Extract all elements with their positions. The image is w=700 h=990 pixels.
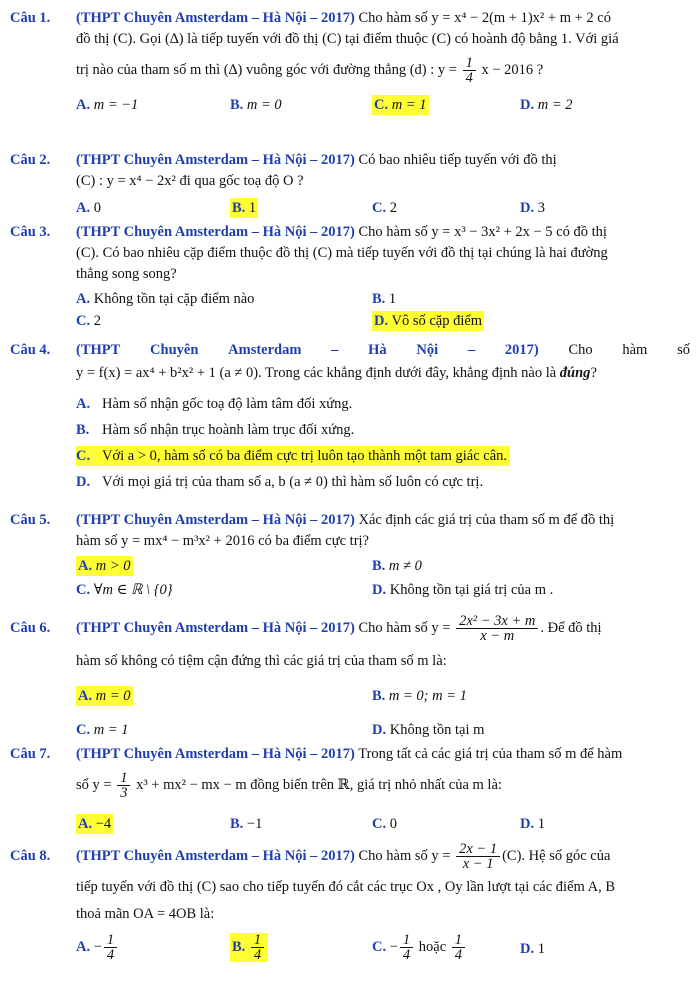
option-d-correct[interactable]: D. Vô số cặp điểm	[374, 313, 483, 329]
question-text: Cho hàm số y = x⁴ − 2(m + 1)x² + m + 2 có	[358, 10, 611, 26]
option-d[interactable]: D. Với mọi giá trị của tham số a, b (a ≠ 0) thì hàm số luôn có cực trị.	[76, 474, 484, 490]
option-c-correct[interactable]: C. m = 1	[374, 97, 427, 113]
question-text: y = f(x) = ax⁴ + b²x² + 1 (a ≠ 0). Trong các khẳng định dưới đây, khẳng định nào là	[76, 365, 557, 381]
question-source: (THPT Chuyên Amsterdam – Hà Nội – 2017)	[76, 224, 355, 240]
option-d[interactable]: D. Không tồn tại m	[372, 722, 485, 738]
question-source: (THPT Chuyên Amsterdam – Hà Nội – 2017)	[76, 746, 355, 762]
question-number: Câu 3.	[10, 224, 51, 240]
question-6: Câu 6. (THPT Chuyên Amsterdam – Hà Nội – 2017) Cho hàm số y = $\frac{\text{2x² − 3x + m}}{x - m}$ . Để đồ thị hàm số không có tiệm cận đứng thì các giá trị của tham số m là: A. m = 0 B. m = 0; m = 1 C. m = 1 D. Không tồn tại m	[10, 614, 690, 742]
emphasis-word: đúng	[559, 365, 591, 381]
question-number: Câu 6.	[10, 620, 51, 636]
question-number: Câu 4.	[10, 342, 51, 358]
question-text: Có bao nhiêu tiếp tuyến với đồ thị	[358, 152, 557, 168]
option-b[interactable]: B. m ≠ 0	[372, 558, 422, 574]
question-number: Câu 5.	[10, 512, 51, 528]
option-b[interactable]: B. Hàm số nhận trục hoành làm trục đối xứng.	[76, 422, 355, 438]
option-a[interactable]: A. m = −1	[76, 97, 139, 113]
question-3	[10, 222, 690, 333]
question-text: hàm số y = mx⁴ − m³x² + 2016 có ba điểm cực trị?	[76, 533, 369, 549]
question-text: tiếp tuyến với đồ thị (C) sao cho tiếp tuyến đó cắt các trục Ox , Oy lần lượt tại các điểm A, B	[76, 879, 616, 895]
option-a[interactable]: A. Không tồn tại cặp điểm nào	[76, 291, 255, 307]
question-number: Câu 8.	[10, 848, 51, 864]
option-b-correct[interactable]: B. $\frac{1}{4}$	[230, 933, 268, 962]
option-b[interactable]: B. m = 0; m = 1	[372, 688, 467, 704]
question-8: Câu 8. (THPT Chuyên Amsterdam – Hà Nội – 2017) Cho hàm số y = $\frac{2x - 1}{x - 1}$ (C). Hệ số góc của tiếp tuyến với đồ thị (C) sao cho tiếp tuyến đó cắt các trục Ox , Oy lần lượt tại các điểm A, B thoả mãn OA = 4OB là: A. − $\frac{1}{4}$ B. $\frac{1}{4}$ C. − $\frac{1}{4}$ hoặc $\frac{1}{4}$ D. 1	[10, 842, 690, 967]
question-7	[10, 744, 690, 836]
option-a-correct[interactable]: A. m > 0	[78, 558, 131, 574]
option-a-correct[interactable]: A. m = 0	[78, 688, 131, 704]
question-text: Cho hàm số y =	[358, 619, 451, 636]
question-text: Trong tất cả các giá trị của tham số m để hàm	[358, 746, 623, 762]
option-c[interactable]: C. ∀m ∈ ℝ \ {0}	[76, 582, 173, 598]
option-d[interactable]: D. m = 2	[520, 97, 573, 113]
option-c[interactable]: C. 0	[372, 816, 397, 832]
option-d[interactable]: D. 1	[520, 816, 545, 832]
fraction: $\frac{1}{4}$	[463, 56, 476, 85]
question-source: (THPT	[76, 342, 121, 358]
question-text: Cho hàm số y =	[358, 847, 451, 864]
question-source: (THPT Chuyên Amsterdam – Hà Nội – 2017)	[76, 619, 355, 636]
question-2	[10, 150, 690, 220]
question-1	[10, 8, 690, 117]
fraction: $\frac{1}{3}$	[117, 771, 130, 800]
option-a[interactable]: A. 0	[76, 200, 101, 216]
question-text: hàm số không có tiệm cận đứng thì các giá trị của tham số m là:	[76, 653, 447, 669]
question-source: (THPT Chuyên Amsterdam – Hà Nội – 2017)	[76, 152, 355, 168]
option-c[interactable]: C. − $\frac{1}{4}$ hoặc $\frac{1}{4}$	[372, 933, 467, 962]
option-c[interactable]: C. m = 1	[76, 722, 129, 738]
fraction: $\frac{\text{2x² − 3x + m}}{x - m}$	[456, 614, 538, 643]
question-source: (THPT Chuyên Amsterdam – Hà Nội – 2017)	[76, 10, 355, 26]
question-number: Câu 2.	[10, 152, 51, 168]
option-a[interactable]: A. Hàm số nhận gốc toạ độ làm tâm đối xứng.	[76, 396, 353, 412]
option-b[interactable]: B. 1	[372, 291, 397, 307]
question-number: Câu 1.	[10, 10, 51, 26]
fraction: $\frac{2x - 1}{x - 1}$	[456, 842, 500, 871]
question-text: đồ thị (C). Gọi (∆) là tiếp tuyến với đồ thị (C) tại điểm thuộc (C) có hoành độ bằng 1. Với giá	[76, 31, 619, 47]
option-b-correct[interactable]: B. 1	[232, 200, 257, 216]
question-text: số y =	[76, 776, 112, 793]
option-c[interactable]: C. 2	[76, 313, 101, 329]
question-source: (THPT Chuyên Amsterdam – Hà Nội – 2017)	[76, 512, 355, 528]
question-4: Câu 4. (THPT Chuyên Amsterdam – Hà Nội – 2017) Cho hàm số y = f(x) = ax⁴ + b²x² + 1 (a ≠ 0). Trong các khẳng định dưới đây, khẳng định nào là đúng? A. Hàm số nhận gốc toạ độ làm tâm đối xứng. B. Hàm số nhận trục hoành làm trục đối xứng. C. Với a > 0, hàm số có ba điểm cực trị luôn tạo thành một tam giác cân. D. Với mọi giá trị của tham số a, b (a ≠ 0) thì hàm số luôn có cực trị.	[10, 342, 690, 490]
option-c-correct[interactable]: C. Với a > 0, hàm số có ba điểm cực trị luôn tạo thành một tam giác cân.	[76, 446, 690, 466]
option-a[interactable]: A. − $\frac{1}{4}$	[76, 933, 119, 962]
option-d[interactable]: D. Không tồn tại giá trị của m .	[372, 582, 554, 598]
option-d[interactable]: D. 1	[520, 941, 545, 957]
option-b[interactable]: B. −1	[230, 816, 263, 832]
question-number: Câu 7.	[10, 746, 51, 762]
option-b[interactable]: B. m = 0	[230, 97, 282, 113]
question-text: trị nào của tham số m thì (∆) vuông góc với đường thẳng (d) : y =	[76, 61, 457, 78]
question-text: Xác định các giá trị của tham số m để đồ thị	[358, 512, 615, 528]
option-a-correct[interactable]: A. −4	[78, 816, 112, 832]
question-text: x³ + mx² − mx − m đồng biến trên ℝ, giá trị nhỏ nhất của m là:	[136, 776, 502, 793]
question-text: x − 2016 ?	[481, 61, 544, 78]
question-text: thẳng song song?	[76, 266, 177, 282]
option-c[interactable]: C. 2	[372, 200, 397, 216]
question-text: Cho hàm số y = x³ − 3x² + 2x − 5 có đồ thị	[358, 224, 607, 240]
option-d[interactable]: D. 3	[520, 200, 545, 216]
question-text: (C) : y = x⁴ − 2x² đi qua gốc toạ độ O ?	[76, 173, 304, 189]
question-text: thoả mãn OA = 4OB là:	[76, 906, 215, 922]
question-source: (THPT Chuyên Amsterdam – Hà Nội – 2017)	[76, 847, 355, 864]
question-text: (C). Có bao nhiêu cặp điểm thuộc đồ thị (C) mà tiếp tuyến với đồ thị tại chúng là hai đường	[76, 245, 608, 261]
question-5	[10, 510, 690, 602]
